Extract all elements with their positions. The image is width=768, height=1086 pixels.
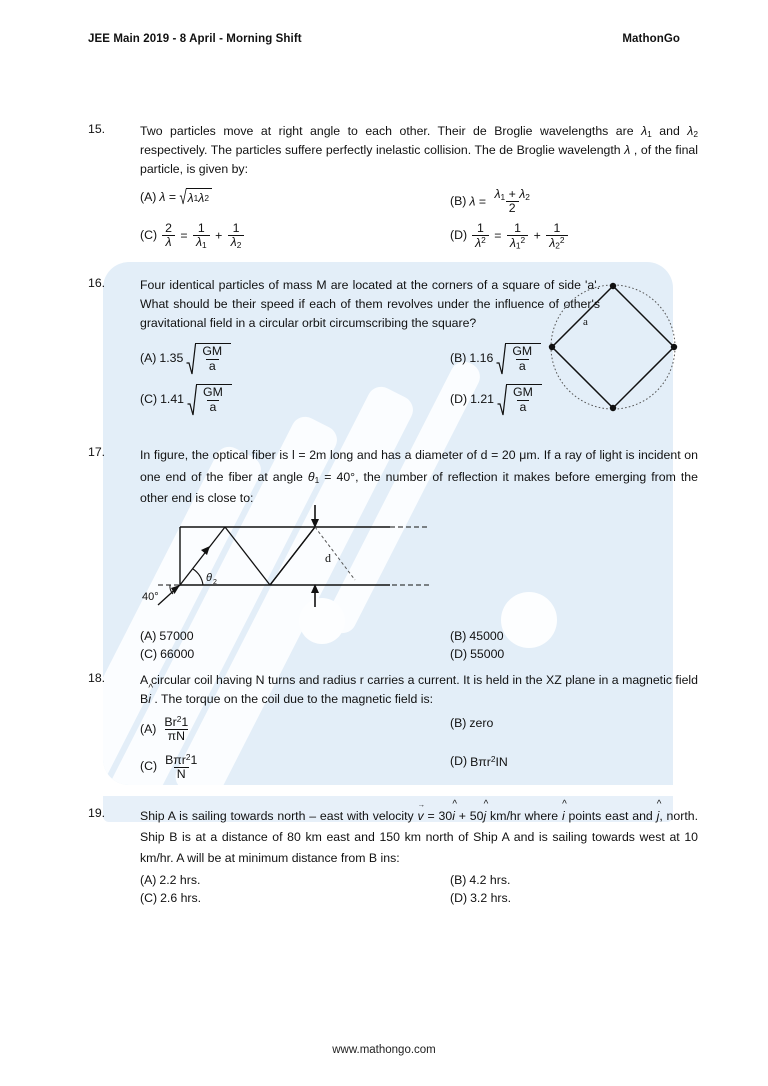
option-A-expression: $\frac{Br^21}{\pi N}$: [164, 714, 189, 744]
option-B-radical: [496, 343, 541, 375]
option-D-value: 3.2 hrs.: [470, 891, 512, 906]
option-A-label: (A): [140, 873, 157, 888]
option-B-num: GM: [512, 344, 533, 359]
option-C-num: GM: [203, 385, 223, 400]
question-text: Four identical particles of mass M are located at the corners of a square of side 'a'. What should be their speed if each of them revolves under the influence of other's gravitational field in a circular orbit circumscribing the square?: [140, 278, 600, 331]
option-D[interactable]: [450, 222, 698, 251]
option-D-num: GM: [513, 385, 533, 400]
question-17-options: [88, 628, 698, 666]
option-B-label: (B): [450, 873, 467, 888]
svg-text:θ: θ: [206, 572, 212, 584]
option-A-label: (A): [140, 189, 157, 204]
option-B[interactable]: [450, 872, 698, 890]
question-number: 17.: [88, 445, 106, 459]
option-C-label: (C): [140, 391, 158, 406]
option-A[interactable]: [140, 715, 450, 743]
option-C-radical: [187, 384, 232, 416]
option-C-label: (C): [140, 646, 158, 661]
figure-diameter-label: d: [325, 551, 331, 565]
option-A-expression: λ = √ λ 1 λ 2: [159, 188, 212, 208]
question-number: 15.: [88, 122, 106, 136]
option-A-den: a: [206, 359, 219, 373]
option-D[interactable]: [450, 753, 698, 772]
figure-square-in-circle: [543, 277, 683, 422]
option-A-label: (A): [140, 721, 157, 736]
option-D-label: (D): [450, 891, 468, 906]
option-B-label: (B): [450, 716, 467, 731]
option-D-coefficient: 1.21: [470, 391, 495, 406]
option-C-label: (C): [140, 227, 158, 242]
page-footer: [0, 1044, 768, 1056]
option-C[interactable]: [140, 753, 450, 781]
question-number: 16.: [88, 276, 106, 290]
option-A-radical: [186, 343, 231, 375]
option-C-den: a: [207, 400, 220, 414]
option-C-expression: $\frac{2}{\lambda}$ = $\frac{1}{\lambda_1}$ + $\frac{1}{\lambda_2}$: [160, 222, 246, 250]
question-text: Ship A is sailing towards north – east with velocity v → = 30i ^ + 50j ^ km/hr where i ^ points east and j ^, north. Ship B is at a distance of 80 km east and 150 km north of Ship A and is sailing towards west at 10 km/hr. A will be at minimum distance from B ins:: [140, 806, 698, 869]
option-C-value: 66000: [160, 646, 195, 661]
i-hat-icon: i ^: [148, 690, 151, 709]
i-hat-icon: i ^: [452, 806, 455, 827]
option-A[interactable]: [140, 185, 450, 209]
option-C-value: 2.6 hrs.: [160, 891, 202, 906]
question-number: 19.: [88, 806, 106, 820]
question-15: [88, 122, 698, 252]
option-D-expression: $\frac{1}{\lambda^2}$ = $\frac{1}{\lambda_1^2}$ + $\frac{1}{\lambda_2^2}$: [470, 222, 570, 251]
j-hat-icon: j ^: [483, 806, 486, 827]
figure-optical-fiber: [140, 505, 440, 630]
option-C[interactable]: [140, 222, 450, 250]
i-hat-icon: i ^: [562, 806, 565, 827]
option-B-value: 45000: [469, 629, 504, 643]
option-D[interactable]: [450, 646, 698, 664]
option-A-value: 57000: [159, 629, 194, 643]
option-D-value: 55000: [470, 646, 505, 661]
option-A[interactable]: [140, 343, 450, 375]
question-17: [88, 445, 698, 510]
option-D-expression: Bπr$^2$IN: [470, 753, 508, 769]
svg-text:2: 2: [213, 579, 217, 586]
option-B-label: (B): [450, 350, 467, 365]
option-C-coefficient: 1.41: [160, 391, 185, 406]
option-B[interactable]: [450, 715, 698, 733]
question-18: [88, 671, 698, 783]
option-A-coefficient: 1.35: [159, 350, 184, 365]
option-A[interactable]: [140, 872, 450, 890]
header-brand: MathonGo: [622, 33, 680, 45]
options-list: [140, 628, 698, 664]
option-C[interactable]: [140, 646, 450, 664]
option-D-label: (D): [450, 228, 468, 243]
option-B[interactable]: [450, 188, 698, 216]
option-C[interactable]: [140, 890, 450, 908]
j-hat-icon: j ^: [657, 806, 660, 827]
option-D-den: a: [517, 400, 530, 414]
velocity-vector-icon: v →: [418, 806, 424, 827]
options-list: [140, 343, 600, 416]
page-header: [88, 33, 680, 45]
options-list: [140, 185, 698, 251]
options-list: [140, 715, 698, 781]
option-A-value: 2.2 hrs.: [159, 873, 201, 888]
option-B-label: (B): [450, 193, 467, 208]
option-C-label: (C): [140, 758, 158, 773]
question-number: 18.: [88, 671, 106, 685]
option-D[interactable]: [450, 890, 698, 908]
option-B-den: a: [516, 359, 529, 373]
question-text: Two particles move at right angle to each other. Their de Broglie wavelengths are $\lambda_1$ and $\lambda_2$ respectively. The particles suffere perfectly inelastic collision. The de Broglie wavelength λ , of the final particle, is given by:: [140, 124, 698, 177]
option-C[interactable]: [140, 384, 450, 416]
option-B-expression: λ = $\frac{\lambda_1 + \lambda_2}{2}$: [469, 186, 530, 216]
option-B-value: zero: [469, 716, 494, 731]
figure-incident-angle: 40°: [142, 591, 159, 603]
option-D-label: (D): [450, 646, 468, 661]
question-text: In figure, the optical fiber is l = 2m long and has a diameter of d = 20 μm. If a ray of light is incident on one end of the fiber at angle $\theta_1 = 40^\circ$, the number of reflection it makes before emerging from the other end is close to:: [140, 448, 698, 506]
option-D-radical: [497, 384, 542, 416]
header-exam-title: JEE Main 2019 - 8 April - Morning Shift: [88, 33, 302, 45]
option-D-label: (D): [450, 391, 468, 406]
option-A-label: (A): [140, 629, 157, 643]
option-D-label: (D): [450, 754, 468, 768]
options-list: [140, 872, 698, 908]
option-C-expression: $\frac{B\pi r^21}{N}$: [165, 751, 198, 781]
option-A-num: GM: [202, 344, 223, 359]
option-B-label: (B): [450, 629, 467, 643]
option-B[interactable]: [450, 628, 698, 646]
option-A-label: (A): [140, 350, 157, 365]
question-text: A circular coil having N turns and radius r carries a current. It is held in the XZ plane in a magnetic field Bi ^ . The torque on the coil due to the magnetic field is:: [140, 671, 698, 709]
figure-side-label: a: [583, 316, 588, 328]
footer-url: www.mathongo.com: [332, 1044, 436, 1056]
option-A[interactable]: [140, 628, 450, 646]
question-19: [88, 806, 698, 910]
option-B-coefficient: 1.16: [469, 350, 494, 365]
option-B-value: 4.2 hrs.: [469, 873, 511, 888]
option-C-label: (C): [140, 891, 158, 906]
